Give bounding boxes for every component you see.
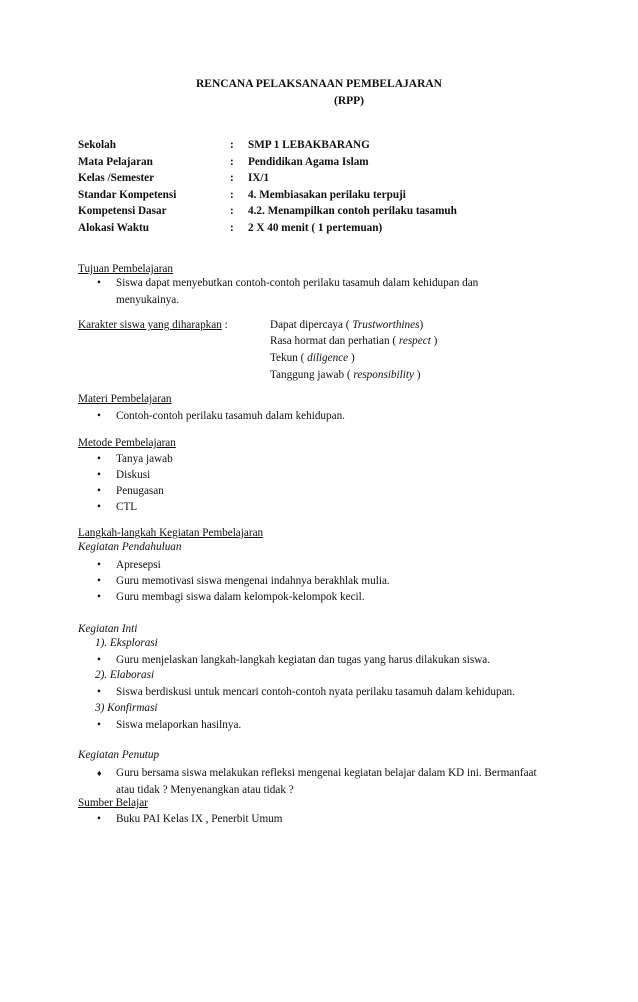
- list-item: [78, 685, 598, 699]
- bullet-icon: •: [97, 501, 101, 513]
- list-item: [78, 452, 578, 468]
- identity-colon: :: [230, 221, 234, 234]
- identity-value: IX/1: [248, 172, 270, 185]
- section-karakter: [78, 318, 578, 382]
- identity-row: [78, 155, 457, 172]
- karakter-item: Dapat dipercaya ( Trustworthines): [270, 319, 424, 331]
- list-item: [78, 590, 598, 606]
- subsection-heading: Kegiatan Pendahuluan: [78, 541, 182, 553]
- bullet-icon: •: [97, 591, 101, 603]
- list-item: [78, 500, 578, 516]
- list-item-continuation: [78, 293, 578, 307]
- identity-value: 4. Membiasakan perilaku terpuji: [248, 188, 406, 201]
- identity-label: Sekolah: [78, 139, 116, 151]
- list-item-text: CTL: [116, 501, 138, 513]
- karakter-item: Rasa hormat dan perhatian ( respect ): [270, 335, 438, 347]
- list-item-text: Guru membagi siswa dalam kelompok-kelompok kecil.: [116, 591, 365, 603]
- list-item-text: Contoh-contoh perilaku tasamuh dalam kehidupan.: [116, 410, 345, 422]
- doc-subtitle: (RPP): [333, 95, 364, 107]
- section-heading: Sumber Belajar: [78, 797, 148, 809]
- identity-value: SMP 1 LEBAKBARANG: [248, 139, 370, 151]
- list-item-text: Tanya jawab: [116, 453, 173, 465]
- doc-title: RENCANA PELAKSANAAN PEMBELAJARAN: [196, 78, 442, 90]
- section-heading: Langkah-langkah Kegiatan Pembelajaran: [78, 527, 264, 539]
- list-item-text: Diskusi: [116, 469, 151, 481]
- section-heading: Karakter siswa yang diharapkan: [78, 319, 222, 331]
- section-heading: Tujuan Pembelajaran: [78, 263, 173, 275]
- bullet-icon: •: [97, 686, 101, 698]
- list-item-text: Buku PAI Kelas IX , Penerbit Umum: [116, 813, 283, 825]
- identity-label: Mata Pelajaran: [78, 155, 153, 168]
- section-metode: [78, 436, 578, 516]
- bullet-icon: •: [97, 453, 101, 465]
- list-item: [78, 812, 578, 826]
- diamond-bullet-icon: ♦: [97, 768, 102, 778]
- list-item-text: Guru bersama siswa melakukan refleksi mengenai kegiatan belajar dalam KD ini. Bermanfaat: [116, 767, 537, 779]
- step-heading: 2). Elaborasi: [95, 669, 155, 681]
- list-item-text: Guru memotivasi siswa mengenai indahnya berakhlak mulia.: [116, 575, 390, 587]
- list-item: [78, 718, 598, 732]
- step-heading: 1). Eksplorasi: [95, 637, 158, 649]
- identity-colon: :: [230, 155, 234, 168]
- identity-label: Kelas /Semester: [78, 172, 155, 185]
- section-langkah: [78, 526, 598, 797]
- section-heading: Materi Pembelajaran: [78, 393, 172, 405]
- identity-row: [78, 138, 457, 155]
- identity-row: [78, 188, 457, 205]
- bullet-icon: •: [97, 469, 101, 481]
- list-item-text: Guru menjelaskan langkah-langkah kegiatan dan tugas yang harus dilakukan siswa.: [116, 654, 491, 666]
- bullet-icon: •: [97, 277, 101, 289]
- identity-colon: :: [230, 172, 234, 185]
- identity-value: 2 X 40 menit ( 1 pertemuan): [248, 221, 383, 234]
- list-item-text: Siswa dapat menyebutkan contoh-contoh perilaku tasamuh dalam kehidupan dan: [116, 277, 479, 289]
- karakter-colon: :: [224, 319, 228, 331]
- identity-row: [78, 171, 457, 188]
- list-item-text: Penugasan: [116, 485, 164, 497]
- list-item: [78, 574, 598, 590]
- identity-colon: :: [230, 139, 234, 151]
- karakter-row: [78, 368, 578, 382]
- bullet-icon: •: [97, 813, 101, 825]
- bullet-icon: •: [97, 575, 101, 587]
- list-item: [78, 766, 598, 780]
- subsection-heading: Kegiatan Penutup: [78, 749, 160, 761]
- karakter-row: [78, 334, 578, 348]
- list-item-text: Apresepsi: [116, 559, 161, 571]
- bullet-icon: •: [97, 410, 101, 422]
- list-item: [78, 468, 578, 484]
- list-item: [78, 409, 578, 423]
- karakter-item: Tanggung jawab ( responsibility ): [270, 369, 421, 381]
- list-item-text: Siswa melaporkan hasilnya.: [116, 719, 242, 731]
- step-heading: 3) Konfirmasi: [95, 702, 158, 714]
- karakter-row: [78, 318, 578, 332]
- identity-value: 4.2. Menampilkan contoh perilaku tasamuh: [248, 205, 457, 218]
- list-item: [78, 558, 598, 574]
- karakter-item: Tekun ( diligence ): [270, 352, 355, 364]
- identity-row: [78, 204, 457, 221]
- list-item: [78, 653, 598, 667]
- list-item: [78, 276, 578, 290]
- bullet-icon: •: [97, 719, 101, 731]
- bullet-icon: •: [97, 485, 101, 497]
- identity-label: Standar Kompetensi: [78, 188, 177, 201]
- identity-colon: :: [230, 188, 234, 201]
- section-sumber: [78, 796, 578, 826]
- list-item-text: atau tidak ? Menyenangkan atau tidak ?: [116, 784, 294, 796]
- identity-colon: :: [230, 205, 234, 218]
- list-item-text: menyukainya.: [116, 294, 180, 306]
- section-tujuan: [78, 262, 578, 307]
- identity-row: [78, 221, 457, 238]
- section-materi: [78, 392, 578, 423]
- list-item-continuation: [78, 783, 598, 797]
- bullet-icon: •: [97, 654, 101, 666]
- karakter-row: [78, 351, 578, 365]
- bullet-icon: •: [97, 559, 101, 571]
- list-item: [78, 484, 578, 500]
- identity-table: [78, 138, 457, 238]
- section-heading: Metode Pembelajaran: [78, 437, 176, 449]
- list-item-text: Siswa berdiskusi untuk mencari contoh-contoh nyata perilaku tasamuh dalam kehidupan.: [116, 686, 515, 698]
- subsection-heading: Kegiatan Inti: [78, 623, 138, 635]
- identity-label: Alokasi Waktu: [78, 221, 149, 234]
- identity-value: Pendidikan Agama Islam: [248, 155, 369, 168]
- identity-label: Kompetensi Dasar: [78, 205, 167, 218]
